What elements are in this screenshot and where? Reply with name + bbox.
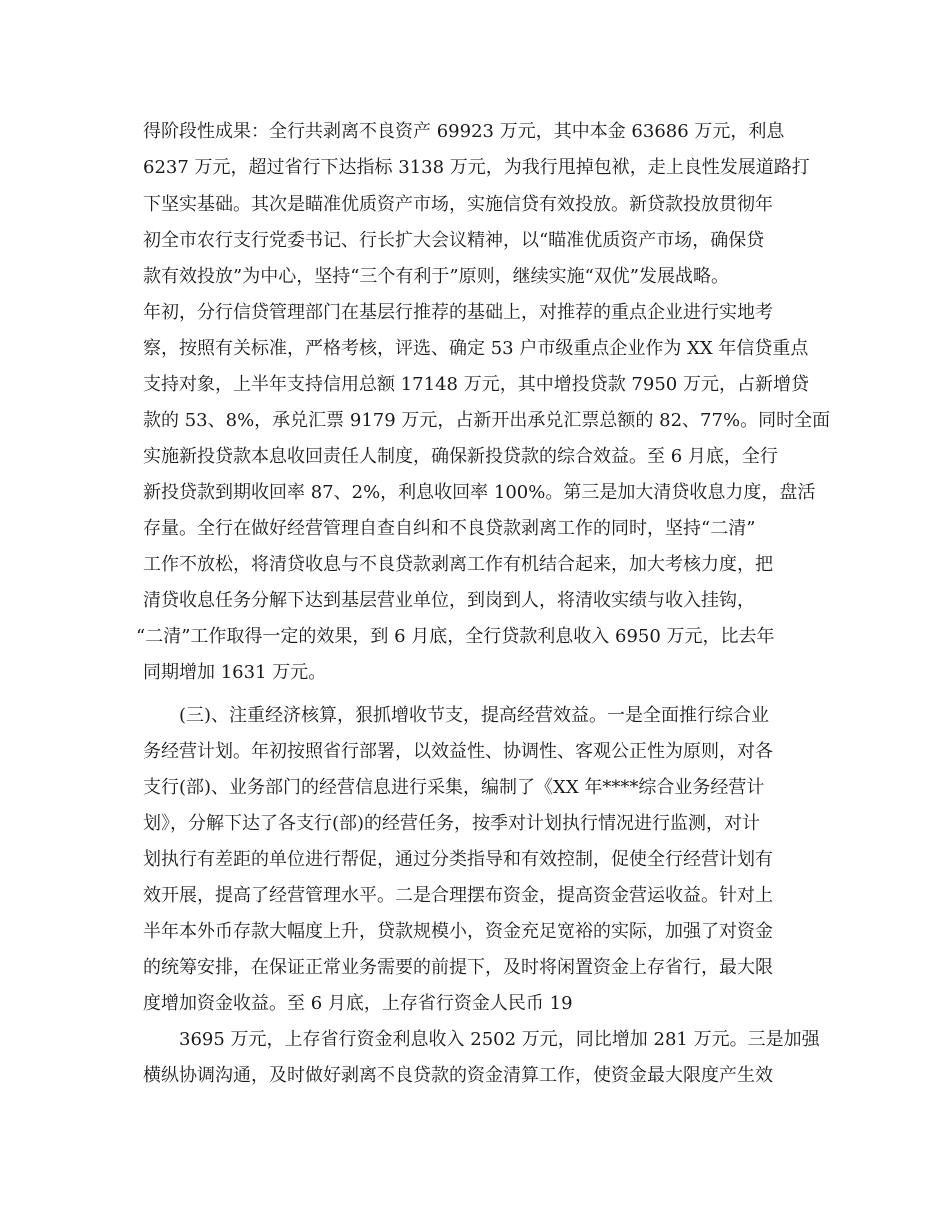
text-line: 存量。全行在做好经营管理自查自纠和不良贷款剥离工作的同时，坚持“二清”: [143, 518, 756, 539]
text-line: 款的 53、8%，承兑汇票 9179 万元，占新开出承兑汇票总额的 82、77%。同时全面: [143, 410, 831, 431]
text-line: 清贷收息任务分解下达到基层营业单位，到岗到人，将清收实绩与收入挂钩，: [143, 590, 755, 611]
text-line: 效开展，提高了经营管理水平。二是合理摆布资金，提高资金营运收益。针对上: [143, 885, 773, 906]
text-line: “二清”工作取得一定的效果，到 6 月底，全行贷款利息收入 6950 万元，比去年: [136, 626, 775, 647]
text-line: 年初，分行信贷管理部门在基层行推荐的基础上，对推荐的重点企业进行实地考: [143, 302, 773, 323]
text-line: 划》，分解下达了各支行(部)的经营任务，按季对计划执行情况进行监测，对计: [143, 813, 761, 834]
text-line: 初全市农行支行党委书记、行长扩大会议精神，以“瞄准优质资产市场，确保贷: [143, 230, 765, 251]
text-line: 得阶段性成果：全行共剥离不良资产 69923 万元，其中本金 63686 万元，利息: [143, 121, 785, 142]
text-line: 划执行有差距的单位进行帮促，通过分类指导和有效控制，促使全行经营计划有: [143, 849, 773, 870]
text-line: 横纵协调沟通，及时做好剥离不良贷款的资金清算工作，使资金最大限度产生效: [143, 1065, 773, 1086]
text-line: 的统筹安排，在保证正常业务需要的前提下，及时将闲置资金上存省行，最大限: [143, 957, 773, 978]
text-line: 察，按照有关标准，严格考核，评选、确定 53 户市级重点企业作为 XX 年信贷重点: [143, 338, 809, 359]
text-line: 同期增加 1631 万元。: [143, 662, 327, 683]
paragraph-start-line: 3695 万元，上存省行资金利息收入 2502 万元，同比增加 281 万元。三是加强: [179, 1029, 820, 1050]
text-line: 半年本外币存款大幅度上升，贷款规模小，资金充足宽裕的实际，加强了对资金: [143, 921, 773, 942]
text-line: 6237 万元，超过省行下达指标 3138 万元，为我行甩掉包袱，走上良性发展道路打: [143, 157, 810, 178]
text-line: 下坚实基础。其次是瞄准优质资产市场，实施信贷有效投放。新贷款投放贯彻年: [143, 194, 773, 215]
text-line: 工作不放松，将清贷收息与不良贷款剥离工作有机结合起来，加大考核力度，把: [143, 554, 773, 575]
text-line: 支持对象，上半年支持信用总额 17148 万元，其中增投贷款 7950 万元，占新增贷: [143, 374, 809, 395]
text-line: 支行(部)、业务部门的经营信息进行采集，编制了《XX 年****综合业务经营计: [143, 777, 765, 798]
text-line: 务经营计划。年初按照省行部署，以效益性、协调性、客观公正性为原则，对各: [143, 741, 773, 762]
text-line: 新投贷款到期收回率 87、2%，利息收回率 100%。第三是加大清贷收息力度，盘活: [143, 482, 816, 503]
text-line: 度增加资金收益。至 6 月底，上存省行资金人民币 19: [143, 993, 573, 1014]
text-line: 实施新投贷款本息收回责任人制度，确保新投贷款的综合效益。至 6 月底，全行: [143, 446, 778, 467]
text-line: 款有效投放”为中心，坚持“三个有利于”原则，继续实施“双优”发展战略。: [143, 266, 730, 287]
paragraph-start-line: (三)、注重经济核算，狠抓增收节支，提高经营效益。一是全面推行综合业: [179, 705, 770, 726]
